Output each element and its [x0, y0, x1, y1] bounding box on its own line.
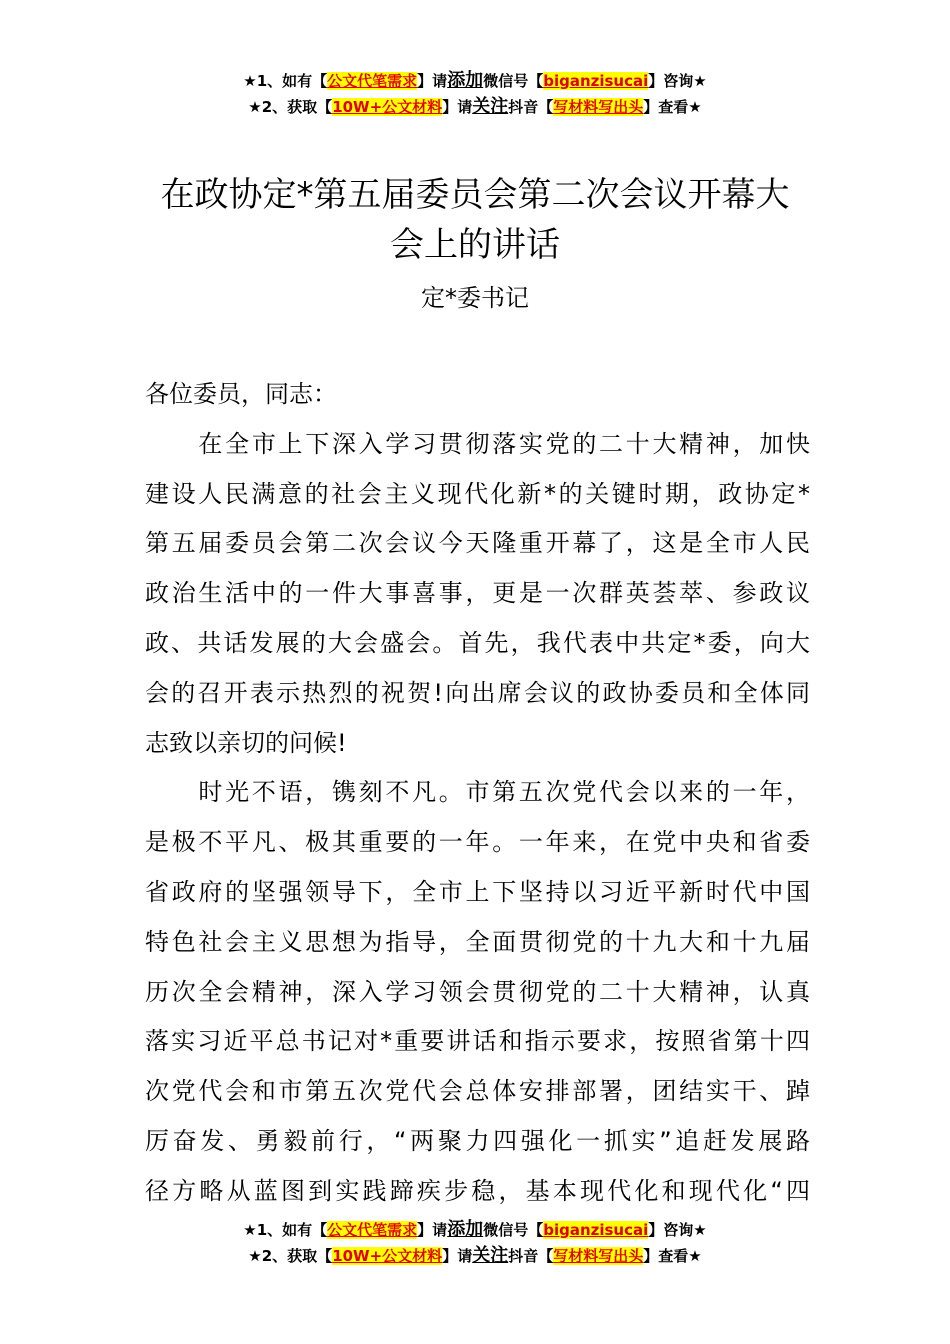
banner-text: 】咨询★ [648, 72, 707, 90]
body-line: 特色社会主义思想为指导，全面贯彻党的十九大和十九届 [145, 927, 810, 956]
body-line: 是极不平凡、极其重要的一年。一年来，在党中央和省委 [145, 828, 810, 857]
banner-text: 微信号【 [483, 72, 544, 90]
wechat-id: biganzisucai [543, 72, 649, 90]
emphasis-text: 添加 [447, 70, 484, 91]
ad-banner-top [0, 68, 950, 120]
banner-text: ★2、获取【 [248, 98, 333, 116]
banner-text: 】查看★ [643, 98, 702, 116]
page-title [0, 170, 950, 270]
ad-banner-bottom [0, 1217, 950, 1269]
title-line: 会上的讲话 [390, 225, 560, 265]
highlight-text: 10W+公文材料 [332, 1247, 443, 1265]
douyin-id: 写材料写出头 [553, 1247, 644, 1265]
banner-text: 】查看★ [643, 1247, 702, 1265]
body-line: 建设人民满意的社会主义现代化新*的关键时期，政协定* [145, 479, 810, 508]
body-line: 次党代会和市第五次党代会总体安排部署，团结实干、踔 [145, 1077, 810, 1106]
banner-line-2 [0, 1243, 950, 1269]
body-line: 会的召开表示热烈的祝贺!向出席会议的政协委员和全体同 [145, 678, 810, 707]
emphasis-text: 关注 [472, 96, 509, 117]
body-line: 政治生活中的一件大事喜事，更是一次群英荟萃、参政议 [145, 579, 810, 608]
banner-text: ★1、如有【 [243, 72, 328, 90]
document-body [145, 370, 810, 1217]
emphasis-text: 添加 [447, 1219, 484, 1240]
emphasis-text: 关注 [472, 1245, 509, 1266]
highlight-text: 公文代笔需求 [327, 1221, 418, 1239]
wechat-id: biganzisucai [543, 1221, 649, 1239]
banner-text: 抖音【 [508, 98, 554, 116]
banner-line-1 [0, 68, 950, 94]
body-line: 径方略从蓝图到实践蹄疾步稳，基本现代化和现代化“四 [145, 1176, 810, 1205]
banner-text: ★2、获取【 [248, 1247, 333, 1265]
banner-text: 】咨询★ [648, 1221, 707, 1239]
body-line: 落实习近平总书记对*重要讲话和指示要求，按照省第十四 [145, 1027, 810, 1056]
banner-text: ★1、如有【 [243, 1221, 328, 1239]
body-line: 各位委员，同志： [145, 380, 337, 408]
douyin-id: 写材料写出头 [553, 98, 644, 116]
highlight-text: 10W+公文材料 [332, 98, 443, 116]
body-line: 时光不语，镌刻不凡。市第五次党代会以来的一年， [145, 778, 810, 807]
body-line: 志致以亲切的问候! [145, 728, 347, 757]
banner-text: 微信号【 [483, 1221, 544, 1239]
banner-line-2 [0, 94, 950, 120]
banner-line-1 [0, 1217, 950, 1243]
body-line: 在全市上下深入学习贯彻落实党的二十大精神，加快 [145, 429, 810, 458]
highlight-text: 公文代笔需求 [327, 72, 418, 90]
body-line: 省政府的坚强领导下，全市上下坚持以习近平新时代中国 [145, 877, 810, 906]
title-line: 在政协定*第五届委员会第二次会议开幕大 [160, 175, 790, 215]
banner-text: 】请 [417, 72, 448, 90]
body-line: 政、共话发展的大会盛会。首先，我代表中共定*委，向大 [145, 628, 810, 657]
banner-text: 】请 [442, 98, 473, 116]
author: 定*委书记 [421, 284, 529, 312]
body-line: 历次全会精神，深入学习领会贯彻党的二十大精神，认真 [145, 977, 810, 1006]
body-line: 第五届委员会第二次会议今天隆重开幕了，这是全市人民 [145, 529, 810, 558]
banner-text: 抖音【 [508, 1247, 554, 1265]
banner-text: 】请 [442, 1247, 473, 1265]
body-line: 厉奋发、勇毅前行，“两聚力四强化一抓实”追赶发展路 [145, 1126, 810, 1155]
banner-text: 】请 [417, 1221, 448, 1239]
